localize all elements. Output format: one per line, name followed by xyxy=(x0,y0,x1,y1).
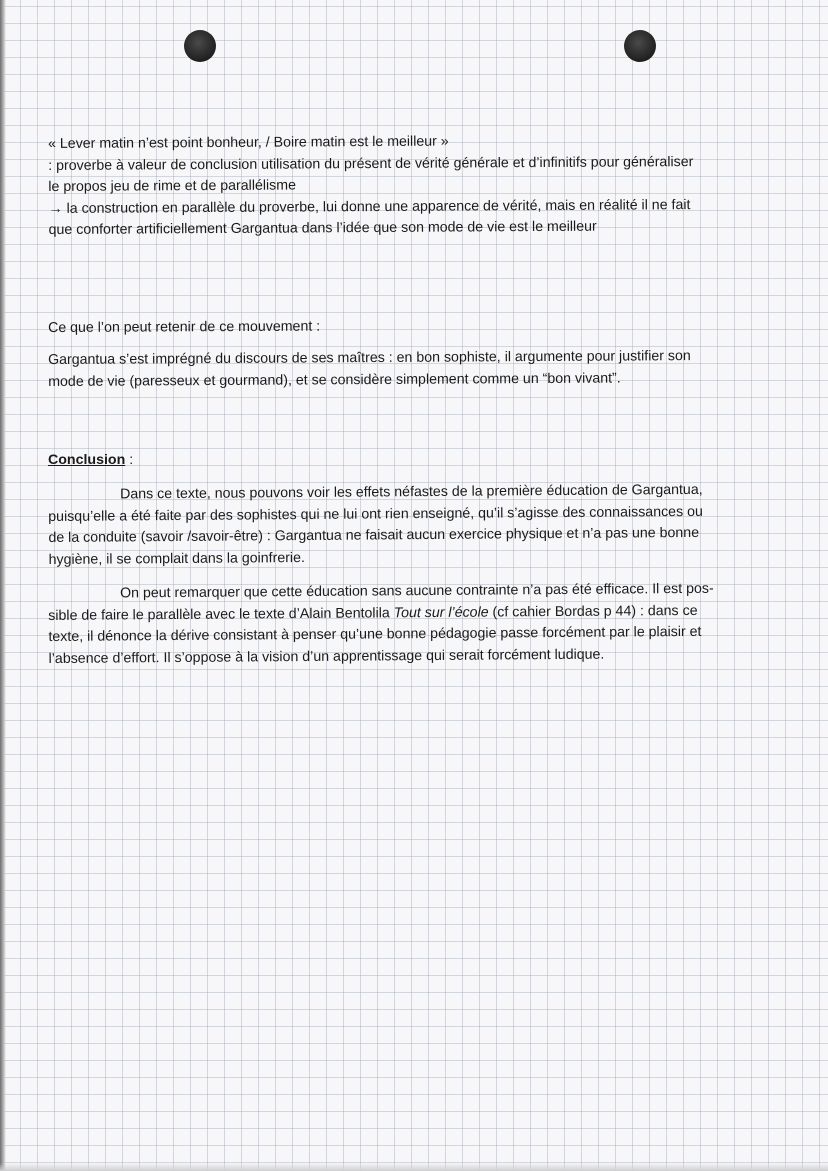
page-bottom-edge xyxy=(0,1163,828,1171)
retain-paragraph xyxy=(48,345,788,393)
text-line: de la conduite (savoir /savoir-être) : Gargantua ne faisait aucun exercice physique et n’a pas une bonne xyxy=(48,524,700,546)
text-line: Dans ce texte, nous pouvons voir les effets néfastes de la première éducation de Gargantua, xyxy=(120,481,703,503)
text-segment: (cf cahier Bordas p 44) : dans ce xyxy=(488,602,698,621)
text-line: l’absence d’effort. Il s’oppose à la vision d’un apprentissage qui serait forcément ludique. xyxy=(48,646,605,667)
text-line: On peut remarquer que cette éducation sans aucune contrainte n’a pas été efficace. Il est pos- xyxy=(120,580,714,602)
conclusion-paragraph-1 xyxy=(48,479,791,571)
text-line: hygiène, il se complait dans la goinfrerie. xyxy=(48,549,305,568)
page-left-edge xyxy=(0,0,6,1171)
proverb-analysis-paragraph xyxy=(48,129,809,241)
punch-hole-right xyxy=(624,30,656,62)
book-title: Tout sur l’école xyxy=(393,604,489,621)
conclusion-heading xyxy=(48,450,808,472)
retain-heading-text: Ce que l’on peut retenir de ce mouvement : xyxy=(48,318,321,336)
punch-hole-left xyxy=(184,30,216,62)
text-line: que conforter artificiellement Gargantua dans l’idée que son mode de vie est le meilleur xyxy=(48,218,597,238)
proverb-quote: « Lever matin n’est point bonheur, / Boire matin est le meilleur » xyxy=(48,133,449,152)
text-line: mode de vie (paresseux et gourmand), et se considère simplement comme un “bon vivant”. xyxy=(48,370,621,390)
conclusion-heading-colon: : xyxy=(125,452,134,468)
text-line: puisqu’elle a été faite par des sophistes qui ne lui ont rien enseigné, qu’il s’agisse des connaissances ou xyxy=(48,503,703,525)
conclusion-heading-text: Conclusion xyxy=(48,452,126,468)
text-segment: sible de faire le parallèle avec le texte d’Alain Bentolila xyxy=(48,604,394,624)
text-line: le propos jeu de rime et de parallélisme xyxy=(48,177,296,195)
text-line: → la construction en parallèle du proverbe, lui donne une apparence de vérité, mais en réalité il ne fait xyxy=(48,196,691,217)
text-line: : proverbe à valeur de conclusion utilisation du présent de vérité générale et d’infinitifs pour généraliser xyxy=(48,153,694,174)
text-line: texte, il dénonce la dérive consistant à penser qu’une bonne pédagogie passe forcément par le plaisir et xyxy=(48,623,702,645)
retain-heading xyxy=(48,314,808,339)
conclusion-paragraph-2 xyxy=(48,578,793,670)
text-line: Gargantua s’est imprégné du discours de ses maîtres : en bon sophiste, il argumente pour justifier son xyxy=(48,348,691,368)
